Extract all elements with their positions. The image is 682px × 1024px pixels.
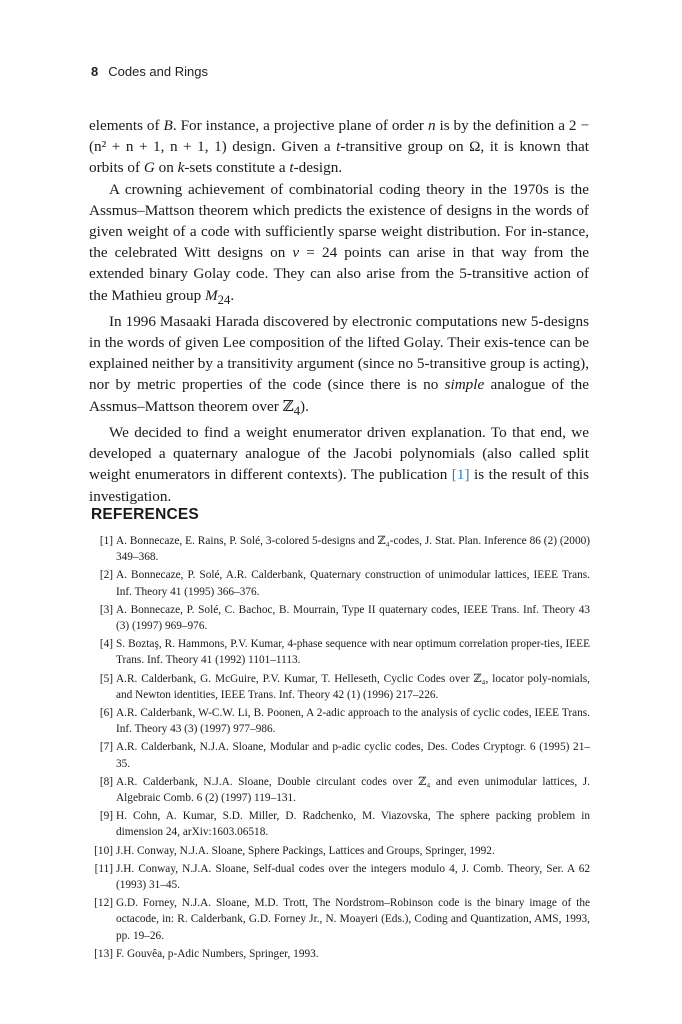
citation-link-1[interactable]: [1] <box>451 466 470 484</box>
running-title: Codes and Rings <box>108 64 208 79</box>
reference-item: [2] A. Bonnecaze, P. Solé, A.R. Calderbank, Quaternary construction of unimodular lattices, IEEE Trans. Inf. Theory 41 (1995) 366–376. <box>99 569 590 598</box>
paragraph-3: In 1996 Masaaki Harada discovered by electronic computations new 5-designs in the words of given Lee composition of the lifted Golay. Their exis-tence can be explained neither by a transitivity argument (since no 5-transitive group is acting), nor by metric properties of the code (since there is no simple analogue of the Assmus–Mattson theorem over ℤ$_4$). <box>89 312 590 418</box>
reference-item: [13] F. Gouvêa, p-Adic Numbers, Springer, 1993. <box>94 947 319 960</box>
page-number: 8 <box>91 64 99 79</box>
reference-item: [7] A.R. Calderbank, N.J.A. Sloane, Modular and p-adic cyclic codes, Des. Codes Cryptogr. 6 (1995) 21–35. <box>99 741 590 770</box>
reference-item: [1] A. Bonnecaze, E. Rains, P. Solé, 3-colored 5-designs and ℤ₄-codes, J. Stat. Plan. Inference 86 (2) (2000) 349–368. <box>99 535 590 564</box>
reference-item: [8] A.R. Calderbank, N.J.A. Sloane, Double circulant codes over ℤ₄ and even unimodular lattices, J. Algebraic Comb. 6 (2) (1997) 119–131. <box>99 775 590 805</box>
paragraph-1: elements of B. For instance, a projective plane of order n is by the definition a 2 − (n² + n + 1, n + 1, 1) design. Given a t-transitive group on Ω, it is known that orbits of G on k-sets constitute a t-design. <box>89 117 590 177</box>
reference-item: [9] H. Cohn, A. Kumar, S.D. Miller, D. Radchenko, M. Viazovska, The sphere packing problem in dimension 24, arXiv:1603.06518. <box>99 810 590 839</box>
reference-item: [10] J.H. Conway, N.J.A. Sloane, Sphere Packings, Lattices and Groups, Springer, 1992. <box>94 844 495 857</box>
reference-item: [6] A.R. Calderbank, W-C.W. Li, B. Poonen, A 2-adic approach to the analysis of cyclic codes, IEEE Trans. Inf. Theory 43 (3) (1997) 977–986. <box>99 707 590 736</box>
reference-item: [12] G.D. Forney, N.J.A. Sloane, M.D. Trott, The Nordstrom–Robinson code is the binary image of the octacode, in: R. Calderbank, G.D. Forney Jr., N. Moayeri (Eds.), Coding and Quantization, AMS, 1993, pp. 19–26. <box>94 897 590 942</box>
reference-list <box>89 533 590 964</box>
body-text <box>89 115 589 507</box>
reference-item: [4] S. Boztaş, R. Hammons, P.V. Kumar, 4-phase sequence with near optimum correlation proper-ties, IEEE Trans. Inf. Theory 41 (1992) 1101–1113. <box>99 638 590 667</box>
paragraph-2: A crowning achievement of combinatorial coding theory in the 1970s is the Assmus–Mattson theorem which predicts the existence of designs in the words of given weight of a code with sufficiently sparse weight distribution. For in-stance, the celebrated Witt designs on v = 24 points can arise in that way from the extended binary Golay code. They can also arise from the 5-transitive action of the Mathieu group $M_{24}$. <box>89 180 589 307</box>
reference-item: [5] A.R. Calderbank, G. McGuire, P.V. Kumar, T. Helleseth, Cyclic Codes over ℤ₄, locator poly-nomials, and Newton identities, IEEE Trans. Inf. Theory 42 (1) (1996) 217–226. <box>99 672 590 701</box>
reference-item: [11] J.H. Conway, N.J.A. Sloane, Self-dual codes over the integers modulo 4, J. Comb. Theory, Ser. A 62 (1993) 31–45. <box>94 862 590 892</box>
reference-item: [3] A. Bonnecaze, P. Solé, C. Bachoc, B. Mourrain, Type II quaternary codes, IEEE Trans. Inf. Theory 43 (3) (1997) 969–976. <box>99 603 590 633</box>
running-header <box>91 64 208 79</box>
references-heading: REFERENCES <box>91 506 199 523</box>
paragraph-4: We decided to find a weight enumerator driven explanation. To that end, we developed a quaternary analogue of the Jacobi polynomials (also called split weight enumerators in different contexts). The publication [1] is the result of this investigation. <box>89 423 589 505</box>
